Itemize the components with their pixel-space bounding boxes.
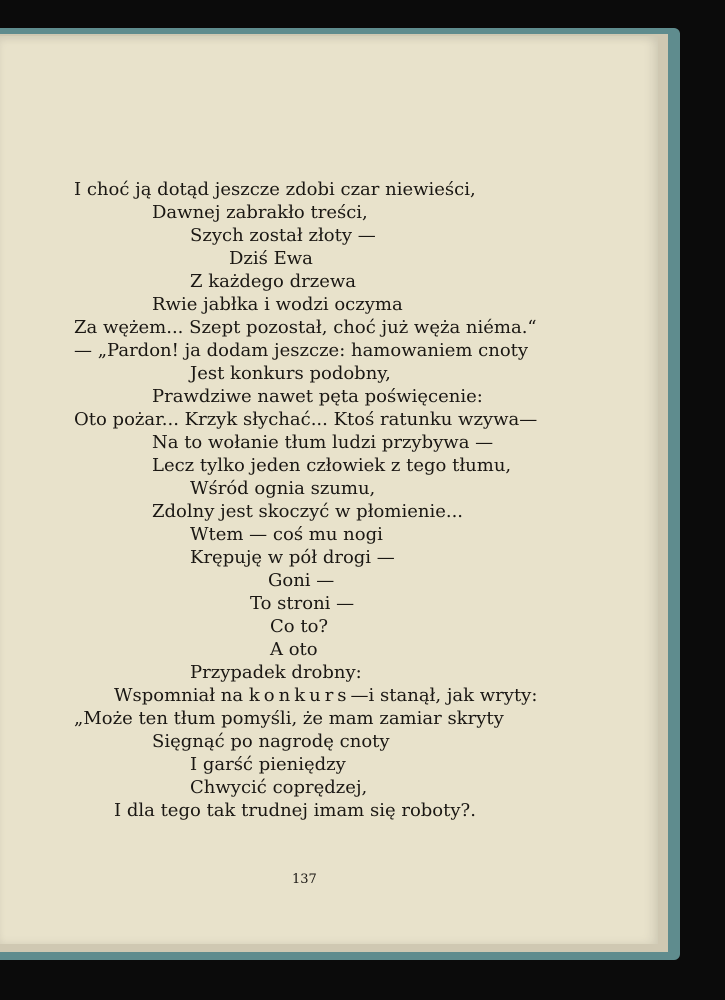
poem-line: Szych został złoty —	[190, 225, 376, 246]
poem-line: „Może ten tłum pomyśli, że mam zamiar skryty	[74, 708, 504, 729]
book-page	[0, 36, 658, 944]
poem-line: Dziś Ewa	[229, 248, 313, 269]
poem-line: — „Pardon! ja dodam jeszcze: hamowaniem cnoty	[74, 340, 529, 361]
poem-line-spaced-word: konkurs	[248, 685, 351, 706]
poem-line: Co to?	[270, 616, 329, 637]
poem-line: Zdolny jest skoczyć w płomienie...	[152, 501, 464, 522]
poem-line: Chwycić coprędzej,	[190, 777, 368, 798]
poem-line-text: Wspomniał na	[114, 685, 249, 706]
poem-line: Na to wołanie tłum ludzi przybywa —	[152, 432, 494, 453]
poem-line: To stroni —	[250, 593, 355, 614]
poem-line: Za wężem... Szept pozostał, choć już węża niéma.“	[74, 317, 537, 338]
poem-line: Rwie jabłka i wodzi oczyma	[152, 294, 403, 315]
poem-line: Przypadek drobny:	[190, 662, 362, 683]
poem-line: A oto	[270, 639, 318, 660]
poem-line	[114, 685, 537, 707]
poem-line: Wśród ognia szumu,	[190, 478, 376, 499]
poem-line: Prawdziwe nawet pęta poświęcenie:	[152, 386, 483, 407]
poem-line: Dawnej zabrakło treści,	[152, 202, 368, 223]
poem-line-text: —i stanął, jak wryty:	[350, 685, 538, 706]
poem-line: Jest konkurs podobny,	[190, 363, 391, 384]
page-number: 137	[292, 872, 317, 887]
poem-line: Krępuję w pół drogi —	[190, 547, 395, 568]
poem-line: Goni —	[268, 570, 335, 591]
poem-line: I garść pieniędzy	[190, 754, 346, 775]
poem-line: Sięgnąć po nagrodę cnoty	[152, 731, 390, 752]
poem-line: Lecz tylko jeden człowiek z tego tłumu,	[152, 455, 512, 476]
poem-line: Oto pożar... Krzyk słychać... Ktoś ratunku wzywa—	[74, 409, 538, 430]
poem-line: I choć ją dotąd jeszcze zdobi czar niewieści,	[74, 179, 476, 200]
poem-line: I dla tego tak trudnej imam się roboty?.	[114, 800, 476, 821]
poem-line: Z każdego drzewa	[190, 271, 357, 292]
poem-line: Wtem — coś mu nogi	[190, 524, 383, 545]
